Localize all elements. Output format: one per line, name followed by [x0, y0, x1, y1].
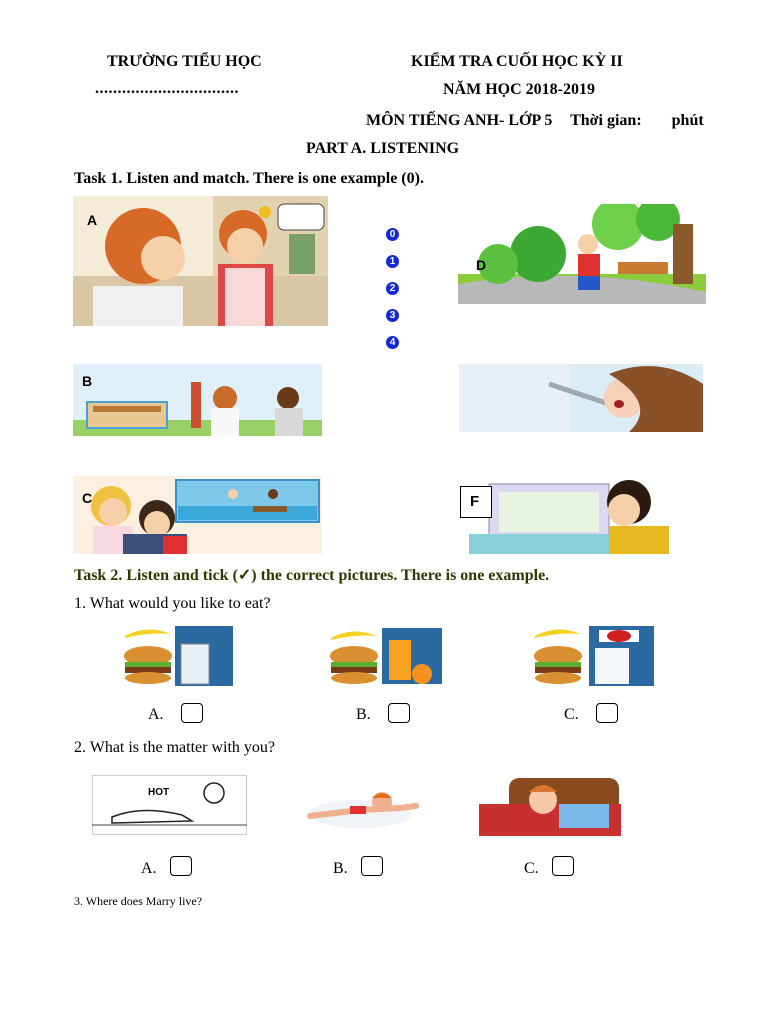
park-scene-icon	[458, 204, 706, 304]
number-3: 3	[386, 309, 399, 322]
burger-milk-apple-icon	[531, 626, 654, 686]
picture-f	[459, 476, 705, 554]
q1-option-c-checkbox[interactable]	[596, 703, 618, 723]
question-2: 2. What is the matter with you?	[74, 739, 275, 756]
burger-milk-carton-icon	[121, 626, 233, 686]
school-name: TRƯỜNG TIỂU HỌC	[107, 53, 262, 70]
q2-option-a-label: A.	[141, 860, 157, 877]
q2-option-b-checkbox[interactable]	[361, 856, 383, 876]
label-c: C	[82, 490, 93, 506]
q2-option-c-label: C.	[524, 860, 539, 877]
picture-d	[458, 204, 706, 304]
q1-option-a-label: A.	[148, 706, 164, 723]
q2-option-b-label: B.	[333, 860, 348, 877]
question-3: 3. Where does Marry live?	[74, 894, 203, 908]
subject: MÔN TIẾNG ANH- LỚP 5	[366, 112, 553, 129]
sightseeing-scene-icon	[73, 364, 322, 436]
q2-picture-a	[92, 775, 247, 835]
number-2: 2	[386, 282, 399, 295]
hot-label: HOT	[148, 787, 170, 798]
school-name-blank: ................................	[95, 80, 239, 97]
time-unit: phút	[671, 112, 704, 129]
q1-option-c-label: C.	[564, 706, 579, 723]
sick-in-bed-icon	[479, 774, 621, 836]
hot-sun-icon	[92, 775, 247, 835]
label-b: B	[82, 373, 93, 389]
q2-picture-c	[479, 774, 621, 836]
picture-e	[459, 364, 703, 432]
burger-orange-juice-icon	[327, 628, 442, 684]
q1-option-a-checkbox[interactable]	[181, 703, 203, 723]
q1-picture-a	[121, 626, 233, 686]
time-label: Thời gian:	[570, 112, 642, 129]
q2-option-c-checkbox[interactable]	[552, 856, 574, 876]
school-year: NĂM HỌC 2018-2019	[443, 81, 595, 98]
swimmer-icon	[300, 784, 420, 836]
q1-picture-b	[327, 628, 442, 684]
number-1: 1	[386, 255, 399, 268]
picture-b	[73, 364, 322, 436]
kitchen-scene-icon	[73, 196, 328, 326]
beach-scene-icon	[73, 476, 322, 554]
picture-a	[73, 196, 328, 326]
computer-scene-icon	[459, 476, 705, 554]
q2-option-a-checkbox[interactable]	[170, 856, 192, 876]
q1-option-b-checkbox[interactable]	[388, 703, 410, 723]
exam-title: KIỂM TRA CUỐI HỌC KỲ II	[411, 53, 623, 70]
dentist-scene-icon	[459, 364, 703, 432]
question-1: 1. What would you like to eat?	[74, 595, 271, 612]
task2-title: Task 2. Listen and tick (✓) the correct pictures. There is one example.	[74, 567, 550, 584]
subject-line	[366, 112, 704, 130]
q1-option-b-label: B.	[356, 706, 371, 723]
label-d: D	[476, 257, 487, 273]
q2-picture-b	[300, 784, 420, 836]
part-a-title: PART A. LISTENING	[306, 140, 460, 157]
picture-c	[73, 476, 322, 554]
label-f: F	[470, 493, 480, 510]
q1-picture-c	[531, 626, 654, 686]
number-4: 4	[386, 336, 399, 349]
label-a: A	[87, 212, 98, 228]
number-0: 0	[386, 228, 399, 241]
task1-title: Task 1. Listen and match. There is one example (0).	[74, 170, 424, 187]
